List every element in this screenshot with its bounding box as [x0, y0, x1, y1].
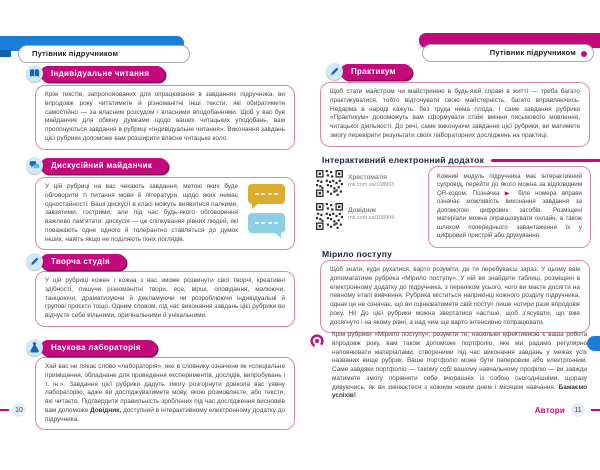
section-box-individual-reading — [35, 85, 295, 150]
section-title: Творча студія — [40, 254, 126, 270]
section-text: Кожний модуль підручника має інтерактивний супровід, перейти до якого можна за відповідним QR-кодом. Позначка ▶ біля номера вправи означає можливість виконання завдання за допомогою цифрових засобів. Розміщені матеріали можна опрацьовувати онлайн, а також шляхом попереднього завантаження їх у цифровий пристрій або друкування. — [437, 173, 582, 240]
interactive-supplement-heading: Інтерактивний електронний додаток — [322, 155, 485, 165]
section-text: Крім текстів, запропонованих для опрацювання в завданнях підручника, ви впродовж року читатимете й різноманітні інші тексти, які обиратимете самостійно — за власним розсудом і власними вподобаннями. Щоб у вас був майданчик для обміну думками щодо ваших читацьких уподобань, вам пропонуються завдання в рубриці «Індивідуальне читання». Виконання завдань цієї рубрики допоможе вам розширити власне читацьке коло. — [45, 91, 285, 142]
closing-wish: Бажаємо успіхів! — [332, 383, 587, 400]
section-title: Наукова лабораторія — [40, 340, 157, 356]
page-number-dash — [0, 409, 9, 411]
page-right — [300, 0, 600, 470]
section-box-discussion — [35, 177, 295, 250]
speech-bubble-yellow-icon — [248, 184, 285, 204]
section-text: Хай вас не лякає слово «лабораторія», яке в словнику означене як «спеціальне приміщення, обладнане для проведення експериментів, дослідів, випробувань і т. ін.». Завдання цієї рубрики дадуть змогу розгорнути довкола вас уявну лабораторію, адже ви досліджуватимете мову, якою розмовляєте, або тексти, які читаєте. Підтвердити правильність зроблених під час дослідження висновків вам допоможе Довідник, доступний в інтерактивному електронному додатку до підручника. — [45, 363, 285, 423]
qr-item-reference — [316, 203, 424, 230]
speech-bubbles-decoration — [243, 184, 285, 242]
page-number-left — [0, 403, 26, 417]
pen-icon — [326, 63, 343, 80]
qr-label: Довідник — [348, 207, 377, 214]
header-bar-notch — [0, 50, 11, 57]
qr-code-icon — [316, 203, 343, 230]
portfolio-paragraph: Крім рубрики «Мірило поступу», розуміти те, наскільки ефективною є ваша робота впродовж року, вам також допоможе портфоліо, яке ми радимо регулярно наповнювати матеріалами, створеними під час виконання завдань у межах усіх названих вище рубрик. Ваше портфоліо може бути паперовим або електронним. Саме завдяки портфоліо — такому собі вашому навчальному профілю — ви завжди матимете змогу порівняти себе вчорашніх із собою сьогоднішніми, щоразу дивуючись, як ви змінюєтеся з кожним новим днем і місяцем навчання. Бажаємо успіхів! — [332, 331, 587, 400]
authors-label: Автори — [534, 405, 565, 415]
section-header-practicum — [326, 63, 412, 80]
page-number-value: 10 — [12, 403, 26, 417]
running-head-label: Путівник підручником — [32, 49, 119, 58]
section-header-individual-reading — [26, 65, 165, 82]
heading-rule — [491, 159, 600, 162]
chat-bubbles-icon — [26, 157, 43, 174]
book-icon — [26, 65, 43, 82]
section-header-creative-studio — [26, 253, 126, 270]
speech-bubble-blue-icon — [248, 213, 285, 233]
play-marker-icon: ▶ — [504, 189, 513, 197]
interactive-supplement-heading-row — [322, 155, 600, 165]
section-header-science-lab — [26, 339, 157, 356]
qr-label: Хрестоматія — [348, 174, 387, 181]
interactive-supplement-box — [428, 166, 591, 248]
section-title: Індивідуальне читання — [40, 66, 165, 82]
qr-item-reader — [316, 170, 424, 197]
progress-heading-row — [322, 249, 600, 259]
section-box-practicum — [320, 82, 590, 147]
section-box-creative-studio — [35, 271, 295, 327]
section-title: Дискусійний майданчик — [40, 158, 168, 174]
progress-box — [320, 260, 590, 333]
page-footer-right — [535, 403, 600, 417]
flask-icon — [26, 339, 43, 356]
running-head-right — [422, 44, 594, 62]
page-number-dash — [591, 409, 600, 411]
section-text: Щоб знати, куди рухатися, варто розуміти, де ти перебуваєш зараз. У цьому вам допомагатиме рубрика «Мірило поступу». У ній ви знайдете таблиці, розміщені в електронному додатку до підручника, з переліком усього, чого ви маєте досягти на певному етапі вивчення. Рубрика міститься наприкінці кожного розділу підручника, однак це не означає, що ви оцінюватимете свій поступ лише чотири рази впродовж року. Ні! До цієї рубрики можна звертатися частіше, щоб зʼясувати, що вже досягнуто і на якому рівні, а над чим ще варто інтенсивно попрацювати. — [330, 266, 580, 326]
section-title: Практикум — [340, 64, 412, 80]
section-header-discussion — [26, 157, 168, 174]
reference-book-name: Довідник, — [90, 406, 122, 414]
section-text: У цій рубриці на вас чекають завдання, метою яких буде обговорити ті питання мови й літератури, щодо яких немає одностайності. Ваші дискусії в класі можуть виявитися палкими, завзятими, гострими, але під час будь-якого обговорення важливо памʼятати: дискусія — це спілкування рівних людей, які поважають одне одного й толерантно ставляться до думок інших, навіть якщо не поділяють їхніх поглядів. — [45, 183, 238, 243]
page-number-value: 11 — [571, 403, 585, 417]
section-box-science-lab — [35, 357, 295, 430]
running-head-label: Путівник підручником — [489, 48, 576, 57]
qr-code-icon — [316, 170, 343, 197]
dot-icon — [581, 51, 587, 57]
blue-edge-tab — [587, 336, 600, 351]
target-icon — [309, 333, 325, 349]
progress-heading: Мірило поступу — [322, 249, 393, 259]
qr-url: rnk.com.ua/108903 — [348, 182, 395, 189]
pencil-icon — [26, 253, 43, 270]
running-head-left — [18, 45, 190, 63]
qr-url: rnk.com.ua/108904 — [348, 215, 395, 222]
section-text: У цій рубриці кожен і кожна з вас зможе розвинути свої творчі, креативні здібності, пишучи різноманітні твори, есе, вірші, оповідання, малюючи, танцюючи, драматизуючи й декламуючи чи розроблюючи індивідуальні й групові проєкти тощо. Одним словом, під час виконання завдань цієї рубрики ви відчуєте себе вільними, оригінальними й унікальними. — [45, 277, 285, 320]
section-text: Щоб стати майстром чи майстринею в будь-якій справі в житті — треба багато практикуватися, тобто відточувати свою майстерність, багато вправляючись. Недарма в народі кажуть: без труда нема плода. І саме завдання рубрики «Практикум» допоможуть вам сформувати стійкі вміння письмового мовлення, читацької діяльності. До речі, саме виконуючи завдання цієї рубрики, ви матимете змогу перевірити результати своїх лабораторних досліджень на практиці. — [330, 88, 580, 139]
